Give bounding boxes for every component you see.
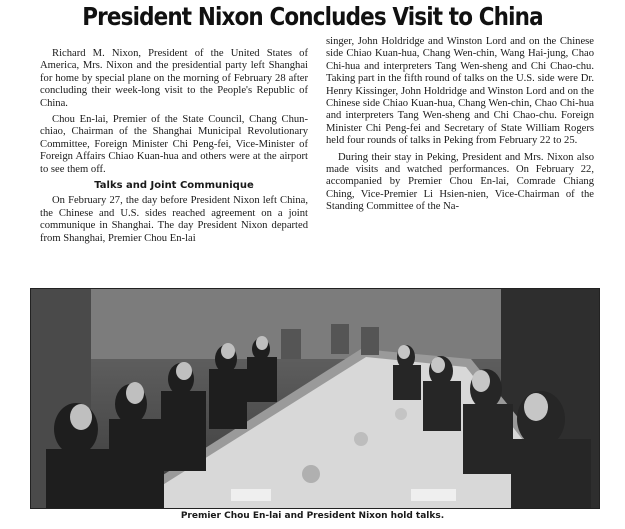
- headline: President Nixon Concludes Visit to China: [82, 2, 543, 31]
- paragraph: Richard M. Nixon, President of the United States of America, Mrs. Nixon and the presidential party left Shanghai for home by special plane on the morning of February 28 after concluding their week-long visit to the People's Republic of China.: [40, 48, 308, 109]
- paragraph: Chou En-lai, Premier of the State Council, Chang Chun-chiao, Chairman of the Shanghai Municipal Revolutionary Committee, Foreign Minister Chi Peng-fei, Vice-Minister of Foreign Affairs Chiao Kuan-hua and others were at the airport to see them off.: [40, 114, 308, 175]
- paragraph: On February 27, the day before President Nixon left China, the Chinese and U.S. sides reached agreement on a joint communique in Shanghai. The day President Nixon departed from Shanghai, Premier Chou En-lai: [40, 195, 308, 244]
- left-column: [40, 48, 308, 249]
- paragraph: singer, John Holdridge and Winston Lord and on the Chinese side Chiao Kuan-hua, Chang Wen-chin, Wang Hai-jung, Chao Chi-hua and interpreters Tang Wen-sheng and Chi Chao-chu. Taking part in the fifth round of talks on the U.S. side were Dr. Henry Kissinger, John Holdridge and Winston Lord and on the Chinese side Chiao Kuan-hua, Chang Wen-chin, Chao Chi-hua and interpreters Tang Wen-sheng and Chi Chao-chu. Foreign Minister Chi Peng-fei and Secretary of State William Rogers held four rounds of talks in Peking from February 22 to 25.: [326, 36, 594, 147]
- photo-caption: Premier Chou En-lai and President Nixon hold talks.: [180, 511, 445, 521]
- section-subhead: Talks and Joint Communique: [94, 180, 254, 192]
- right-column: [326, 36, 594, 218]
- meeting-photo: [30, 288, 600, 509]
- paragraph: During their stay in Peking, President and Mrs. Nixon also made visits and watched performances. On February 22, accompanied by Premier Chou En-lai, Comrade Chiang Ching, Vice-Premier Li Hsien-nien, Vice-Chairman of the Standing Committee of the Na-: [326, 151, 594, 213]
- meeting-photo-illustration: [31, 289, 599, 508]
